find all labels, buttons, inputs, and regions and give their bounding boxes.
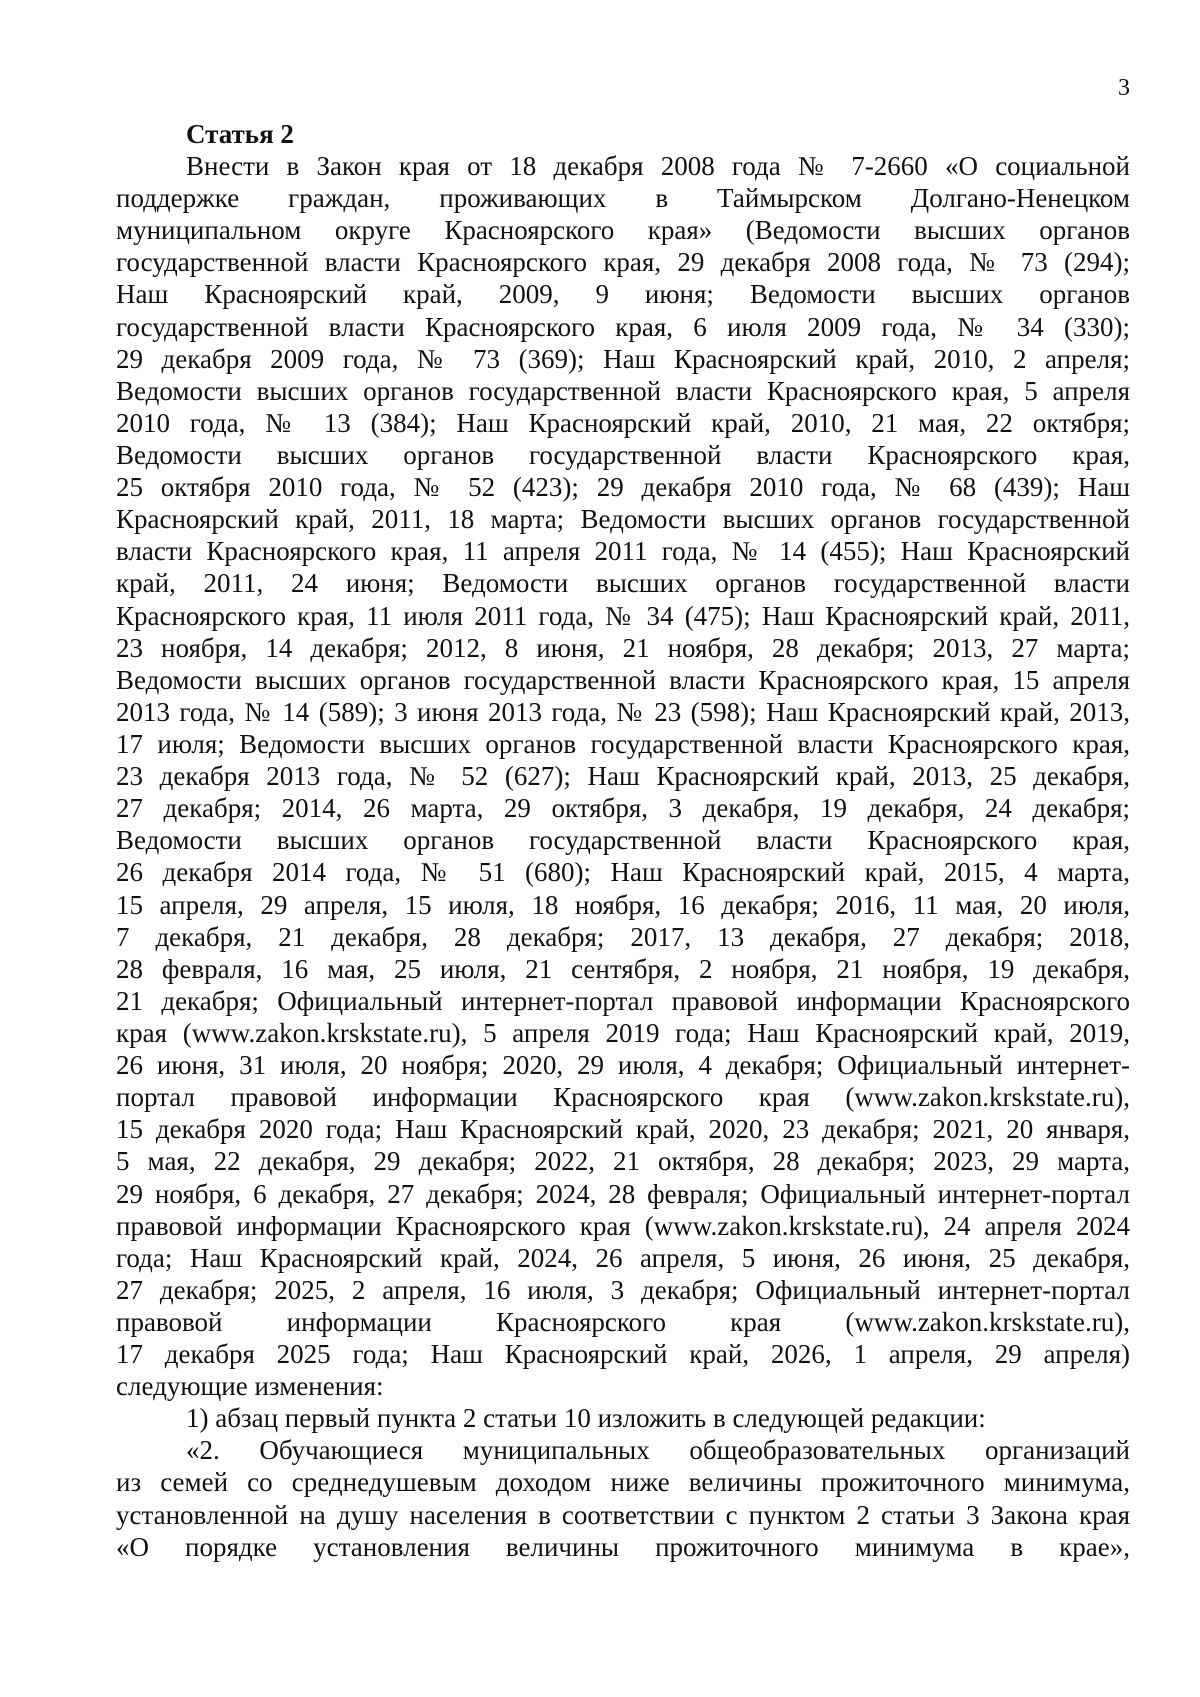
- page-number: 3: [1118, 75, 1130, 101]
- text-line: Ведомости высших органов государственной власти Красноярского края, 5 апреля: [116, 375, 1130, 406]
- text-line: 29 декабря 2009 года, № 73 (369); Наш Красноярский край, 2010, 2 апреля;: [116, 343, 1130, 374]
- text-line: установленной на душу населения в соответствии с пунктом 2 статьи 3 Закона края: [116, 1499, 1130, 1530]
- text-line: Ведомости высших органов государственной власти Красноярского края, 15 апреля: [116, 664, 1130, 695]
- text-line: поддержке граждан, проживающих в Таймырском Долгано-Ненецком: [116, 183, 1130, 214]
- text-line: портал правовой информации Красноярского края (www.zakon.krskstate.ru),: [116, 1082, 1130, 1113]
- text-line: «2. Обучающиеся муниципальных общеобразовательных организаций: [186, 1435, 1130, 1466]
- text-line: правовой информации Красноярского края (www.zakon.krskstate.ru),: [116, 1306, 1130, 1337]
- text-line: правовой информации Красноярского края (www.zakon.krskstate.ru), 24 апреля 2024: [116, 1210, 1130, 1241]
- text-line: года; Наш Красноярский край, 2024, 26 апреля, 5 июня, 26 июня, 25 декабря,: [116, 1242, 1130, 1273]
- text-line: 27 декабря; 2025, 2 апреля, 16 июля, 3 декабря; Официальный интернет-портал: [116, 1274, 1130, 1305]
- text-line: Наш Красноярский край, 2009, 9 июня; Ведомости высших органов: [116, 279, 1130, 310]
- text-line: «О порядке установления величины прожиточного минимума в крае»,: [116, 1531, 1130, 1562]
- text-line: власти Красноярского края, 11 апреля 2011 года, № 14 (455); Наш Красноярский: [116, 536, 1130, 567]
- text-line: 25 октября 2010 года, № 52 (423); 29 декабря 2010 года, № 68 (439); Наш: [116, 472, 1130, 503]
- text-line: 21 декабря; Официальный интернет-портал правовой информации Красноярского: [116, 985, 1130, 1016]
- text-line: 15 декабря 2020 года; Наш Красноярский край, 2020, 23 декабря; 2021, 20 января,: [116, 1114, 1130, 1145]
- text-line: 26 декабря 2014 года, № 51 (680); Наш Красноярский край, 2015, 4 марта,: [116, 857, 1130, 888]
- text-line: 23 ноября, 14 декабря; 2012, 8 июня, 21 ноября, 28 декабря; 2013, 27 марта;: [116, 632, 1130, 663]
- text-line: Ведомости высших органов государственной власти Красноярского края,: [116, 439, 1130, 470]
- text-line: 27 декабря; 2014, 26 марта, 29 октября, 3 декабря, 19 декабря, 24 декабря;: [116, 793, 1130, 824]
- text-line: Красноярского края, 11 июля 2011 года, № 34 (475); Наш Красноярский край, 2011,: [116, 600, 1130, 631]
- text-line: края (www.zakon.krskstate.ru), 5 апреля 2019 года; Наш Красноярский край, 2019,: [116, 1017, 1130, 1048]
- text-line: Красноярский край, 2011, 18 марта; Ведомости высших органов государственной: [116, 504, 1130, 535]
- text-line: край, 2011, 24 июня; Ведомости высших органов государственной власти: [116, 568, 1130, 599]
- text-line: 23 декабря 2013 года, № 52 (627); Наш Красноярский край, 2013, 25 декабря,: [116, 761, 1130, 792]
- text-line: государственной власти Красноярского края, 6 июля 2009 года, № 34 (330);: [116, 311, 1130, 342]
- text-line: 29 ноября, 6 декабря, 27 декабря; 2024, 28 февраля; Официальный интернет-портал: [116, 1178, 1130, 1209]
- text-line: 2013 года, № 14 (589); 3 июня 2013 года, № 23 (598); Наш Красноярский край, 2013,: [116, 696, 1130, 727]
- text-line: из семей со среднедушевым доходом ниже величины прожиточного минимума,: [116, 1467, 1130, 1498]
- text-line: Ведомости высших органов государственной власти Красноярского края,: [116, 825, 1130, 856]
- text-line: 28 февраля, 16 мая, 25 июля, 21 сентября, 2 ноября, 21 ноября, 19 декабря,: [116, 953, 1130, 984]
- text-line: 1) абзац первый пункта 2 статьи 10 изложить в следующей редакции:: [186, 1403, 986, 1434]
- text-line: государственной власти Красноярского края, 29 декабря 2008 года, № 73 (294);: [116, 247, 1130, 278]
- article-title: Статья 2: [186, 119, 294, 149]
- text-line: 5 мая, 22 декабря, 29 декабря; 2022, 21 октября, 28 декабря; 2023, 29 марта,: [116, 1146, 1130, 1177]
- text-line: 26 июня, 31 июля, 20 ноября; 2020, 29 июля, 4 декабря; Официальный интернет-: [116, 1050, 1130, 1081]
- text-line: 2010 года, № 13 (384); Наш Красноярский край, 2010, 21 мая, 22 октября;: [116, 407, 1130, 438]
- text-line: 17 декабря 2025 года; Наш Красноярский край, 2026, 1 апреля, 29 апреля): [116, 1339, 1130, 1370]
- article-body: [116, 150, 1130, 1563]
- text-line: следующие изменения:: [116, 1371, 384, 1402]
- text-line: 7 декабря, 21 декабря, 28 декабря; 2017, 13 декабря, 27 декабря; 2018,: [116, 921, 1130, 952]
- text-line: муниципальном округе Красноярского края» (Ведомости высших органов: [116, 215, 1130, 246]
- text-line: Внести в Закон края от 18 декабря 2008 года № 7-2660 «О социальной: [186, 151, 1130, 181]
- text-line: 15 апреля, 29 апреля, 15 июля, 18 ноября, 16 декабря; 2016, 11 мая, 20 июля,: [116, 889, 1130, 920]
- text-line: 17 июля; Ведомости высших органов государственной власти Красноярского края,: [116, 728, 1130, 759]
